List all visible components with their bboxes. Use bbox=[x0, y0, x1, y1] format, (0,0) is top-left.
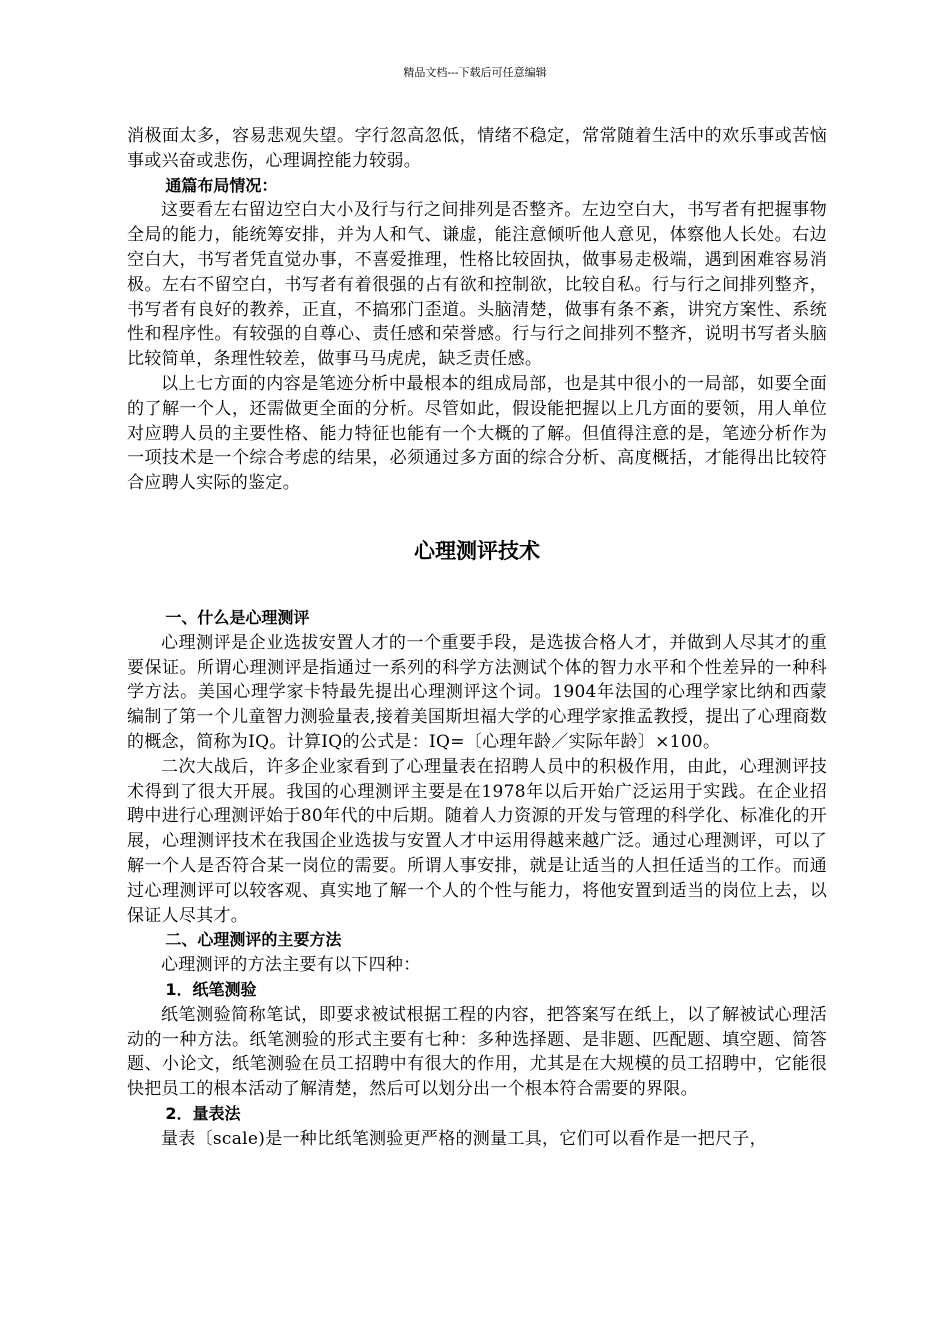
heading-paper-test: 1．纸笔测验 bbox=[165, 979, 257, 999]
title-block bbox=[127, 496, 827, 606]
layout-heading: 通篇布局情况： bbox=[165, 175, 278, 195]
layout-paragraph: 这要看左右留边空白大小及行与行之间排列是否整齐。左边空白大，书写者有把握事物全局的能力，能统筹安排，并为人和气、谦虚，能注意倾听他人意见，体察他人长处。右边空白大，书写者凭直觉办事，不喜爱推理，性格比较固执，做事易走极端，遇到困难容易消极。左右不留空白，书写者有着很强的占有欲和控制欲，比较自私。行与行之间排列整齐，书写者有良好的教养，正直，不搞邪门歪道。头脑清楚，做事有条不紊，讲究方案性、系统性和程序性。有较强的自尊心、责任感和荣誉感。行与行之间排列不整齐，说明书写者头脑比较简单，条理性较差，做事马马虎虎，缺乏责任感。 bbox=[127, 200, 827, 370]
paragraph-history: 二次大战后，许多企业家看到了心理量表在招聘人员中的积极作用，由此，心理测评技术得到了很大开展。我国的心理测评主要是在1978年以后开始广泛运用于实践。在企业招聘中进行心理测评始于80年代的中后期。随着人力资源的开发与管理的科学化、标准化的开展，心理测评技术在我国企业选拔与安置人才中运用得越来越广泛。通过心理测评，可以了解一个人是否符合某一岗位的需要。所谓人事安排，就是让适当的人担任适当的工作。而通过心理测评可以较客观、真实地了解一个人的个性与能力，将他安置到适当的岗位上去，以保证人尽其才。 bbox=[127, 756, 827, 926]
paragraph-definition: 心理测评是企业选拔安置人才的一个重要手段，是选拔合格人才，并做到人尽其才的重要保证。所谓心理测评是指通过一系列的科学方法测试个体的智力水平和个性差异的一种科学方法。美国心理学家卡特最先提出心理测评这个词。1904年法国的心理学家比纳和西蒙编制了第一个儿童智力测验量表,接着美国斯坦福大学的心理学家推孟教授，提出了心理商数的概念，简称为IQ。计算IQ的公式是：IQ=〔心理年龄／实际年龄〕×100。 bbox=[127, 632, 827, 752]
page-header: 精品文档---下载后可任意编辑 bbox=[403, 66, 547, 79]
paragraph-scale-method: 量表〔scale)是一种比纸笔测验更严格的测量工具，它们可以看作是一把尺子， bbox=[161, 1128, 767, 1149]
paragraph-methods-intro: 心理测评的方法主要有以下四种： bbox=[161, 955, 421, 976]
intro-paragraph: 消极面太多，容易悲观失望。字行忽高忽低，情绪不稳定，常常随着生活中的欢乐事或苦恼事或兴奋或悲伤，心理调控能力较弱。 bbox=[127, 126, 827, 171]
document-body bbox=[127, 124, 827, 1151]
heading-methods: 二、心理测评的主要方法 bbox=[165, 930, 342, 950]
section-title: 心理测评技术 bbox=[414, 538, 540, 563]
heading-what-is: 一、什么是心理测评 bbox=[165, 607, 310, 627]
heading-scale-method: 2．量表法 bbox=[165, 1103, 241, 1123]
paragraph-paper-test: 纸笔测验简称笔试，即要求被试根据工程的内容，把答案写在纸上，以了解被试心理活动的一种方法。纸笔测验的形式主要有七种：多种选择题、是非题、匹配题、填空题、简答题、小论文，纸笔测验在员工招聘中有很大的作用，尤其是在大规模的员工招聘中，它能很快把员工的根本活动了解清楚，然后可以划分出一个根本符合需要的界限。 bbox=[127, 1004, 827, 1100]
summary-paragraph: 以上七方面的内容是笔迹分析中最根本的组成局部，也是其中很小的一局部，如要全面的了解一个人，还需做更全面的分析。尽管如此，假设能把握以上几方面的要领，用人单位对应聘人员的主要性格、能力特征也能有一个大概的了解。但值得注意的是，笔迹分析作为一项技术是一个综合考虑的结果，必须通过多方面的综合分析、高度概括，才能得出比较符合应聘人实际的鉴定。 bbox=[127, 373, 827, 494]
